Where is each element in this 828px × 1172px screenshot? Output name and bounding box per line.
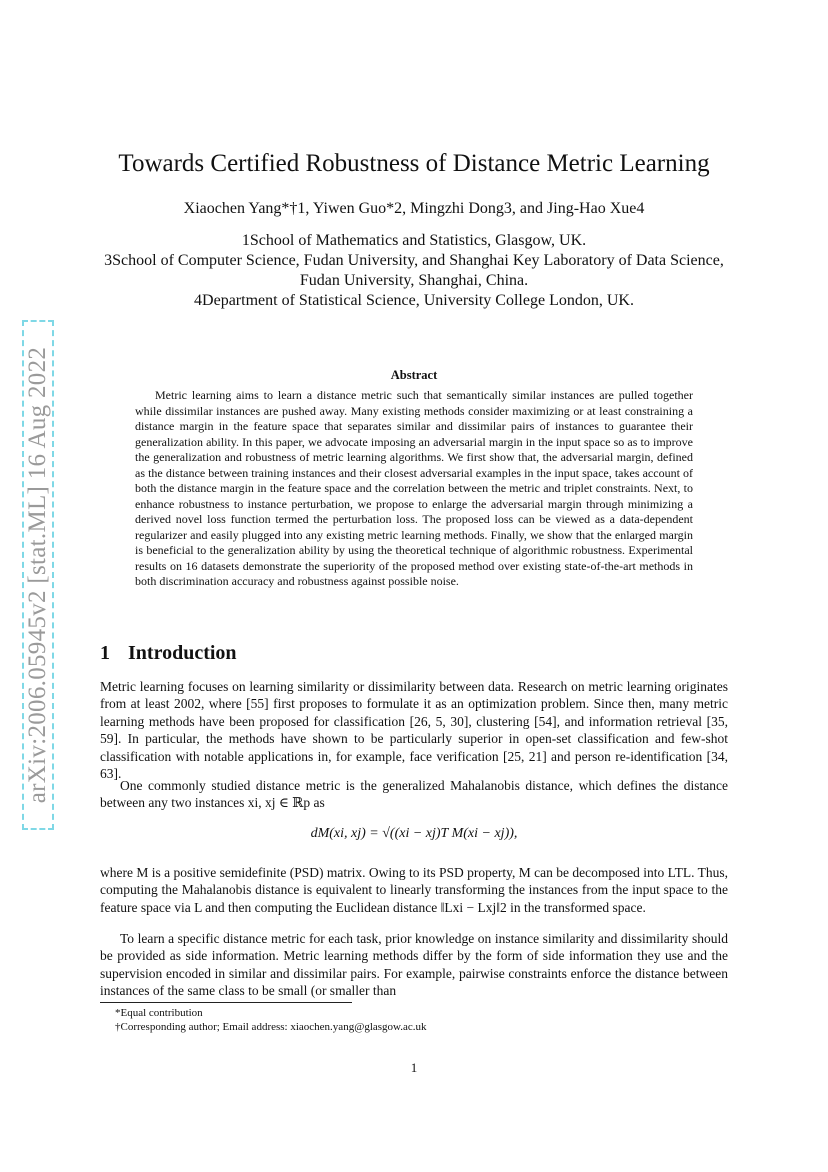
mahalanobis-equation: dM(xi, xj) = √((xi − xj)T M(xi − xj)),: [310, 826, 518, 841]
abstract-text: Metric learning aims to learn a distance metric such that semantically similar instances are pulled together while dissimilar instances are pushed away. Many existing methods consider maximizing or at least constraining a distance margin in the feature space that separates similar and dissimilar pairs of instances to guarantee their generalization ability. In this paper, we advocate imposing an adversarial margin in the input space so as to improve the generalization and robustness of metric learning algorithms. We first show that, the adversarial margin, defined as the distance between training instances and their closest adversarial examples in the input space, takes account of both the distance margin in the feature space and the correlation between the metric and triplet constraints. Next, to enhance robustness to instance perturbation, we propose to enlarge the adversarial margin through minimizing a derived novel loss function termed the perturbation loss. The proposed loss can be viewed as a data-dependent regularizer and easily plugged into any existing metric learning methods. Finally, we show that the enlarged margin is beneficial to the generalization ability by using the theoretical technique of algorithmic robustness. Experimental results on 16 datasets demonstrate the superiority of the proposed method over existing state-of-the-art methods in both discrimination accuracy and robustness against possible noise.: [135, 388, 693, 588]
footnote-equal-contribution: *Equal contribution: [115, 1007, 203, 1019]
abstract-heading: Abstract: [390, 368, 438, 382]
arxiv-identifier: arXiv:2006.05945v2 [stat.ML] 16 Aug 2022: [24, 346, 51, 804]
affiliations: [100, 231, 728, 311]
section-number: 1: [100, 642, 110, 664]
paragraph-1: Metric learning focuses on learning similarity or dissimilarity between data. Research on metric learning originates from at least 2002, where [55] first proposes to formulate it as an optimization problem. Since then, many metric learning methods have been proposed for classification [26, 5, 30], clustering [54], and information retrieval [35, 59]. In particular, the methods have shown to be particularly superior in open-set classification and few-shot classification with notable applications in, for example, face verification [25, 21] and person re-identification [34, 63].: [100, 679, 728, 782]
section-heading: [100, 642, 237, 665]
affiliation-3: 3School of Computer Science, Fudan University, and Shanghai Key Laboratory of Data Science, Fudan University, Shanghai, China.: [104, 252, 724, 289]
footnote-divider: [100, 1002, 352, 1003]
paragraph-4: To learn a specific distance metric for each task, prior knowledge on instance similarity and dissimilarity should be provided as side information. Metric learning methods differ by the form of side information they use and the supervision encoded in similar and dissimilar pairs. For example, pairwise constraints enforce the distance between instances of the same class to be small (or smaller than: [100, 931, 728, 999]
footnote-corresponding-author: †Corresponding author; Email address: xiaochen.yang@glasgow.ac.uk: [115, 1021, 427, 1033]
paragraph-2: One commonly studied distance metric is the generalized Mahalanobis distance, which defines the distance between any two instances xi, xj ∈ ℝp as: [100, 778, 728, 811]
page-number: 1: [410, 1060, 418, 1075]
affiliation-4: 4Department of Statistical Science, University College London, UK.: [194, 292, 634, 309]
footnotes: [115, 1006, 427, 1034]
affiliation-1: 1School of Mathematics and Statistics, Glasgow, UK.: [241, 232, 587, 249]
section-title: Introduction: [128, 642, 237, 664]
author-list: Xiaochen Yang*†1, Yiwen Guo*2, Mingzhi Dong3, and Jing-Hao Xue4: [183, 200, 645, 217]
paragraph-3: where M is a positive semidefinite (PSD) matrix. Owing to its PSD property, M can be decomposed into LTL. Thus, computing the Mahalanobis distance is equivalent to linearly transforming the instances from the input space to the feature space via L and then computing the Euclidean distance ‖Lxi − Lxj‖2 in the transformed space.: [100, 865, 728, 915]
paper-title: Towards Certified Robustness of Distance Metric Learning: [118, 150, 710, 177]
